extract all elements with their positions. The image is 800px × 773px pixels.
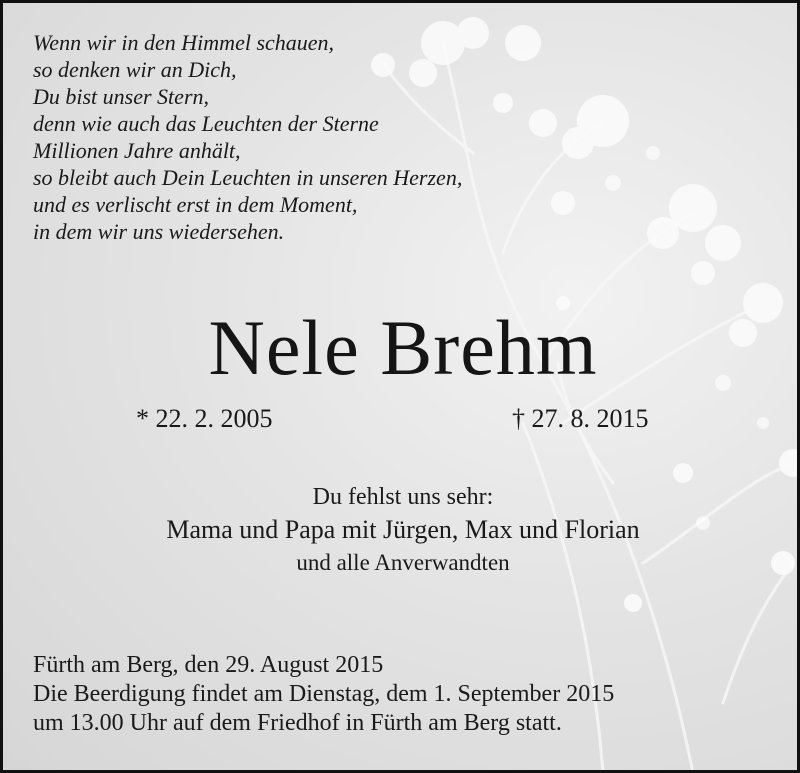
funeral-notice bbox=[33, 651, 614, 738]
place-and-date: Fürth am Berg, den 29. August 2015 bbox=[33, 652, 384, 678]
funeral-location-line: um 13.00 Uhr auf dem Friedhof in Fürth am Berg statt. bbox=[33, 710, 562, 736]
mourners-intro: Du fehlst uns sehr: bbox=[312, 484, 494, 510]
poem bbox=[33, 29, 462, 245]
poem-line: so denken wir an Dich, bbox=[33, 57, 237, 82]
poem-line: Wenn wir in den Himmel schauen, bbox=[33, 30, 335, 55]
poem-line: Millionen Jahre anhält, bbox=[33, 138, 241, 163]
poem-line: so bleibt auch Dein Leuchten in unseren Herzen, bbox=[33, 165, 463, 190]
deceased-name: Nele Brehm bbox=[208, 304, 598, 391]
funeral-date-line: Die Beerdigung findet am Dienstag, dem 1. September 2015 bbox=[33, 681, 615, 707]
poem-line: in dem wir uns wiedersehen. bbox=[33, 219, 285, 244]
death-date: † 27. 8. 2015 bbox=[512, 404, 649, 433]
poem-line: Du bist unser Stern, bbox=[33, 84, 209, 109]
mourners-relatives: und alle Anverwandten bbox=[296, 550, 510, 575]
poem-line: und es verlischt erst in dem Moment, bbox=[33, 192, 358, 217]
mourners-family: Mama und Papa mit Jürgen, Max und Florian bbox=[166, 515, 640, 544]
poem-line: denn wie auch das Leuchten der Sterne bbox=[33, 111, 379, 136]
birth-date: * 22. 2. 2005 bbox=[136, 404, 273, 433]
mourners-block bbox=[3, 481, 800, 579]
